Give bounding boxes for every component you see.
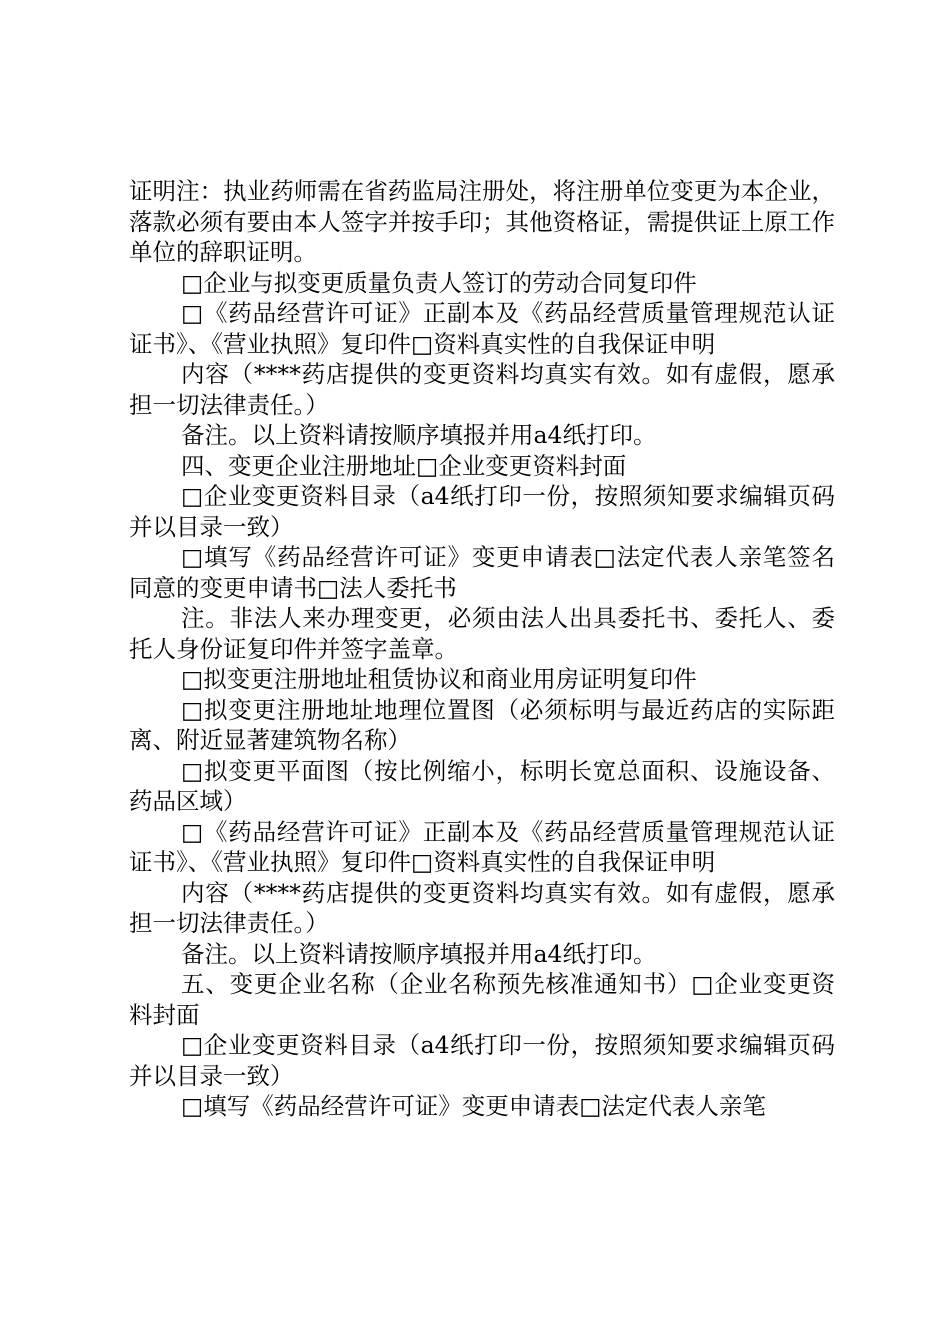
paragraph-statement-content: 内容（****药店提供的变更资料均真实有效。如有虚假，愿承担一切法律责任。） <box>129 360 835 419</box>
section-heading-change-address: 四、变更企业注册地址□企业变更资料封面 <box>181 451 627 480</box>
document-body <box>129 176 835 1122</box>
paragraph-labor-contract: □企业与拟变更质量负责人签订的劳动合同复印件 <box>181 268 697 297</box>
paragraph-license-copies-2: □《药品经营许可证》正副本及《药品经营质量管理规范认证证书》、《营业执照》复印件□资料真实性的自我保证申明 <box>129 817 835 876</box>
paragraph-license-copies: □《药品经营许可证》正副本及《药品经营质量管理规范认证证书》、《营业执照》复印件□资料真实性的自我保证申明 <box>129 299 835 358</box>
paragraph-catalog-2: □企业变更资料目录（a4纸打印一份，按照须知要求编辑页码并以目录一致） <box>129 1031 835 1090</box>
paragraph-application-form-2: □填写《药品经营许可证》变更申请表□法定代表人亲笔 <box>181 1092 766 1120</box>
paragraph-floor-plan: □拟变更平面图（按比例缩小，标明长宽总面积、设施设备、药品区域） <box>129 756 835 815</box>
paragraph-remark: 备注。以上资料请按顺序填报并用a4纸打印。 <box>181 421 657 449</box>
paragraph-location-map: □拟变更注册地址地理位置图（必须标明与最近药店的实际距离、附近显著建筑物名称） <box>129 695 835 754</box>
section-heading-change-name: 五、变更企业名称（企业名称预先核准通知书）□企业变更资料封面 <box>129 970 835 1029</box>
paragraph-statement-content-2: 内容（****药店提供的变更资料均真实有效。如有虚假，愿承担一切法律责任。） <box>129 878 835 937</box>
paragraph-application-form: □填写《药品经营许可证》变更申请表□法定代表人亲笔签名同意的变更申请书□法人委托书 <box>129 543 835 602</box>
paragraph-pharmacist-note: 证明注：执业药师需在省药监局注册处，将注册单位变更为本企业，落款必须有要由本人签字并按手印；其他资格证，需提供证上原工作单位的辞职证明。 <box>129 177 835 266</box>
paragraph-remark-2: 备注。以上资料请按顺序填报并用a4纸打印。 <box>181 939 657 968</box>
paragraph-catalog: □企业变更资料目录（a4纸打印一份，按照须知要求编辑页码并以目录一致） <box>129 482 835 541</box>
paragraph-non-legal-note: 注。非法人来办理变更，必须由法人出具委托书、委托人、委托人身份证复印件并签字盖章。 <box>129 604 835 663</box>
paragraph-lease-agreement: □拟变更注册地址租赁协议和商业用房证明复印件 <box>181 665 697 693</box>
